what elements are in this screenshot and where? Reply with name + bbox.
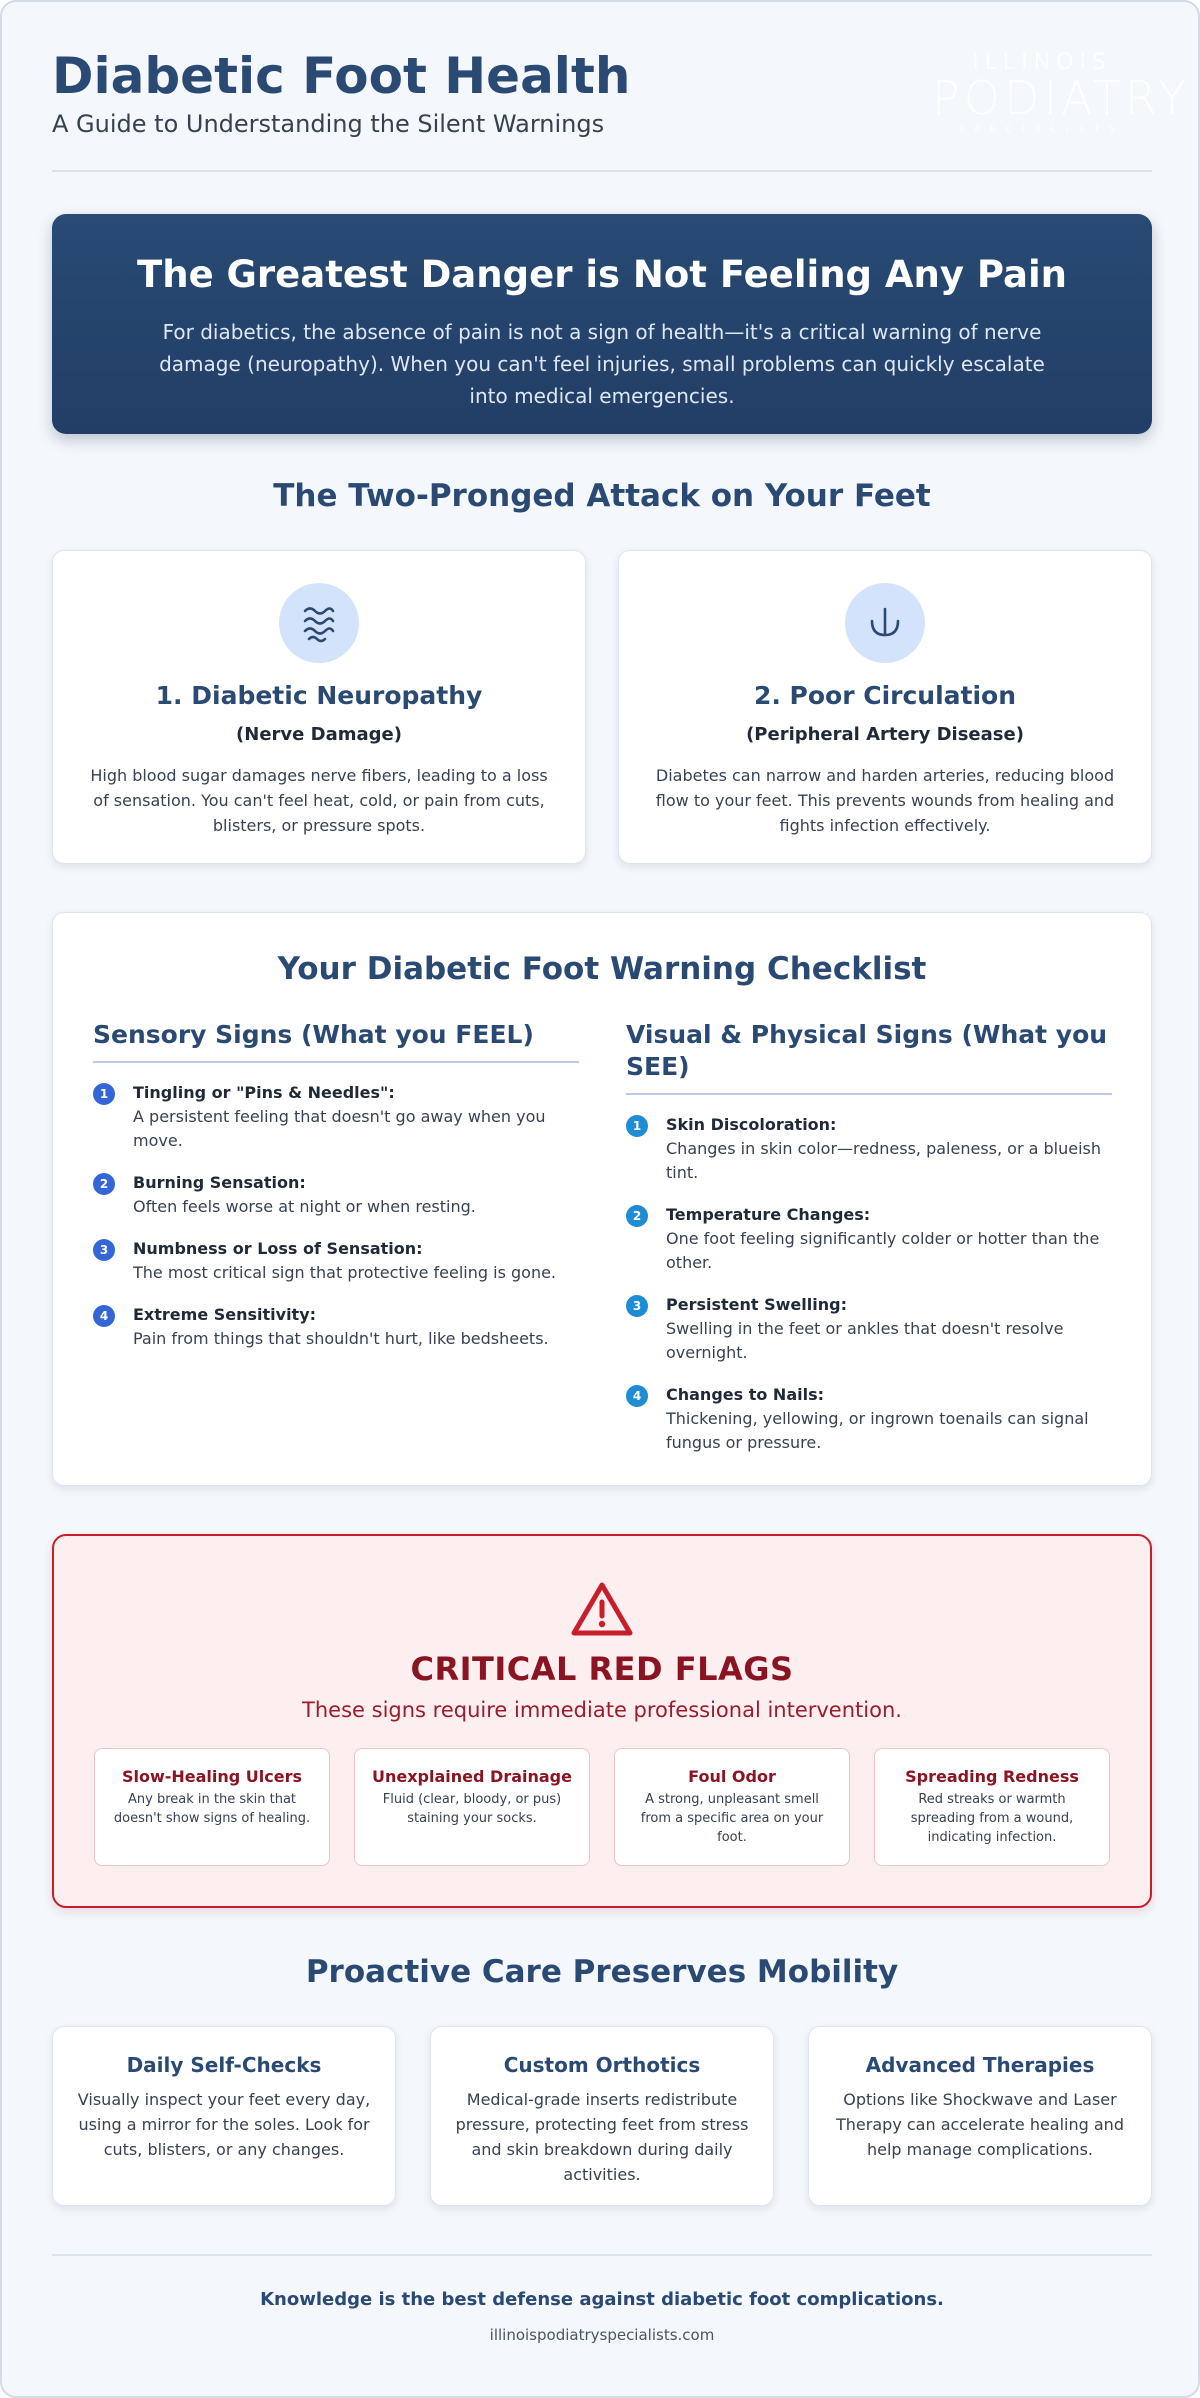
care-card-orthotics: [430, 2026, 774, 2206]
logo-line-3: SPECIALISTS: [958, 125, 1126, 135]
item-text: Thickening, yellowing, or ingrown toenails can signal fungus or pressure.: [666, 1409, 1089, 1452]
list-item: [93, 1303, 579, 1351]
sensory-heading: Sensory Signs (What you FEEL): [93, 1019, 579, 1063]
red-flags-title: CRITICAL RED FLAGS: [410, 1650, 794, 1688]
sensory-column: [93, 1019, 579, 1351]
item-title: Burning Sensation:: [133, 1173, 306, 1192]
checklist-title: Your Diabetic Foot Warning Checklist: [277, 951, 927, 987]
nerve-waves-icon: [279, 583, 359, 663]
circulation-text: Diabetes can narrow and harden arteries, reducing blood flow to your feet. This prevents wounds from healing and fights infection effectively.: [655, 766, 1115, 835]
care-card-self-checks: [52, 2026, 396, 2206]
care-card-text: Medical-grade inserts redistribute pressure, protecting feet from stress and skin breakdown during daily activities.: [455, 2090, 749, 2184]
item-title: Temperature Changes:: [666, 1205, 871, 1224]
warning-checklist: [52, 912, 1152, 1486]
item-number-badge: 4: [93, 1305, 115, 1327]
item-number-badge: 1: [626, 1115, 648, 1137]
red-flag-item: [94, 1748, 330, 1866]
neuropathy-text: High blood sugar damages nerve fibers, leading to a loss of sensation. You can't feel heat, cold, or pain from cuts, blisters, or pressure spots.: [90, 766, 548, 835]
item-number-badge: 2: [626, 1205, 648, 1227]
neuropathy-card: [52, 550, 586, 864]
red-flag-item: [874, 1748, 1110, 1866]
red-flag-text: Fluid (clear, bloody, or pus) staining your socks.: [382, 1792, 562, 1826]
item-number-badge: 4: [626, 1385, 648, 1407]
neuropathy-subtitle: (Nerve Damage): [236, 724, 402, 745]
page-subtitle: A Guide to Understanding the Silent Warnings: [52, 110, 605, 138]
red-flag-title: Unexplained Drainage: [372, 1767, 572, 1786]
care-title: Proactive Care Preserves Mobility: [305, 1954, 899, 1990]
list-item: [626, 1113, 1112, 1185]
item-text: Changes in skin color—redness, paleness, or a blueish tint.: [666, 1139, 1102, 1182]
list-item: [626, 1203, 1112, 1275]
care-card-title: Daily Self-Checks: [126, 2053, 322, 2077]
visual-column: [626, 1019, 1112, 1455]
item-number-badge: 3: [626, 1295, 648, 1317]
item-title: Extreme Sensitivity:: [133, 1305, 317, 1324]
circulation-title: 2. Poor Circulation: [753, 681, 1017, 710]
red-flag-title: Slow-Healing Ulcers: [121, 1767, 303, 1786]
care-card-text: Visually inspect your feet every day, using a mirror for the soles. Look for cuts, blisters, or any changes.: [77, 2090, 371, 2159]
hero-banner: [52, 214, 1152, 434]
page-title: Diabetic Foot Health: [52, 47, 631, 105]
artery-icon: [845, 583, 925, 663]
two-pronged-title: The Two-Pronged Attack on Your Feet: [273, 478, 931, 514]
neuropathy-title: 1. Diabetic Neuropathy: [155, 681, 483, 710]
red-flag-text: Red streaks or warmth spreading from a wound, indicating infection.: [910, 1792, 1074, 1845]
item-text: Pain from things that shouldn't hurt, like bedsheets.: [133, 1329, 549, 1348]
item-text: Swelling in the feet or ankles that doesn't resolve overnight.: [666, 1319, 1064, 1362]
header: [52, 46, 1191, 138]
list-item: [626, 1383, 1112, 1455]
item-text: Often feels worse at night or when resting.: [133, 1197, 476, 1216]
red-flag-title: Foul Odor: [688, 1767, 776, 1786]
header-divider: [52, 170, 1152, 172]
item-title: Numbness or Loss of Sensation:: [133, 1239, 423, 1258]
red-flag-title: Spreading Redness: [905, 1767, 1079, 1786]
list-item: [93, 1171, 579, 1219]
red-flag-text: A strong, unpleasant smell from a specific area on your foot.: [640, 1792, 824, 1845]
item-text: One foot feeling significantly colder or hotter than the other.: [666, 1229, 1100, 1272]
care-card-title: Advanced Therapies: [865, 2053, 1095, 2077]
warning-triangle-icon: [570, 1580, 634, 1638]
list-item: [93, 1237, 579, 1285]
hero-text: For diabetics, the absence of pain is not a sign of health—it's a critical warning of nerve damage (neuropathy). When you can't feel injuries, small problems can quickly escalate into medical emergencies.: [159, 320, 1045, 408]
footer-url[interactable]: illinoispodiatryspecialists.com: [489, 2326, 715, 2344]
red-flag-item: [354, 1748, 590, 1866]
item-title: Persistent Swelling:: [666, 1295, 847, 1314]
item-title: Changes to Nails:: [666, 1385, 825, 1404]
item-number-badge: 1: [93, 1083, 115, 1105]
footer-tagline: Knowledge is the best defense against diabetic foot complications.: [260, 2289, 944, 2310]
care-card-title: Custom Orthotics: [503, 2053, 701, 2077]
logo-line-1: ILLINOIS: [972, 50, 1112, 75]
item-text: The most critical sign that protective feeling is gone.: [133, 1263, 557, 1282]
item-number-badge: 3: [93, 1239, 115, 1261]
care-card-text: Options like Shockwave and Laser Therapy can accelerate healing and help manage complications.: [836, 2090, 1124, 2159]
brand-logo: [932, 50, 1191, 135]
logo-line-2: PODIATRY: [932, 71, 1191, 125]
item-text: A persistent feeling that doesn't go away when you move.: [133, 1107, 546, 1150]
care-card-therapies: [808, 2026, 1152, 2206]
red-flags-subtitle: These signs require immediate professional intervention.: [302, 1698, 902, 1722]
red-flag-item: [614, 1748, 850, 1866]
footer-divider: [52, 2254, 1152, 2256]
red-flags-panel: [52, 1534, 1152, 1908]
item-number-badge: 2: [93, 1173, 115, 1195]
circulation-subtitle: (Peripheral Artery Disease): [746, 724, 1024, 745]
list-item: [626, 1293, 1112, 1365]
visual-heading: Visual & Physical Signs (What you SEE): [626, 1019, 1112, 1095]
circulation-card: [618, 550, 1152, 864]
item-title: Tingling or "Pins & Needles":: [133, 1083, 395, 1102]
item-title: Skin Discoloration:: [666, 1115, 837, 1134]
hero-title: The Greatest Danger is Not Feeling Any Pain: [136, 253, 1067, 296]
red-flag-text: Any break in the skin that doesn't show signs of healing.: [113, 1792, 311, 1826]
list-item: [93, 1081, 579, 1153]
